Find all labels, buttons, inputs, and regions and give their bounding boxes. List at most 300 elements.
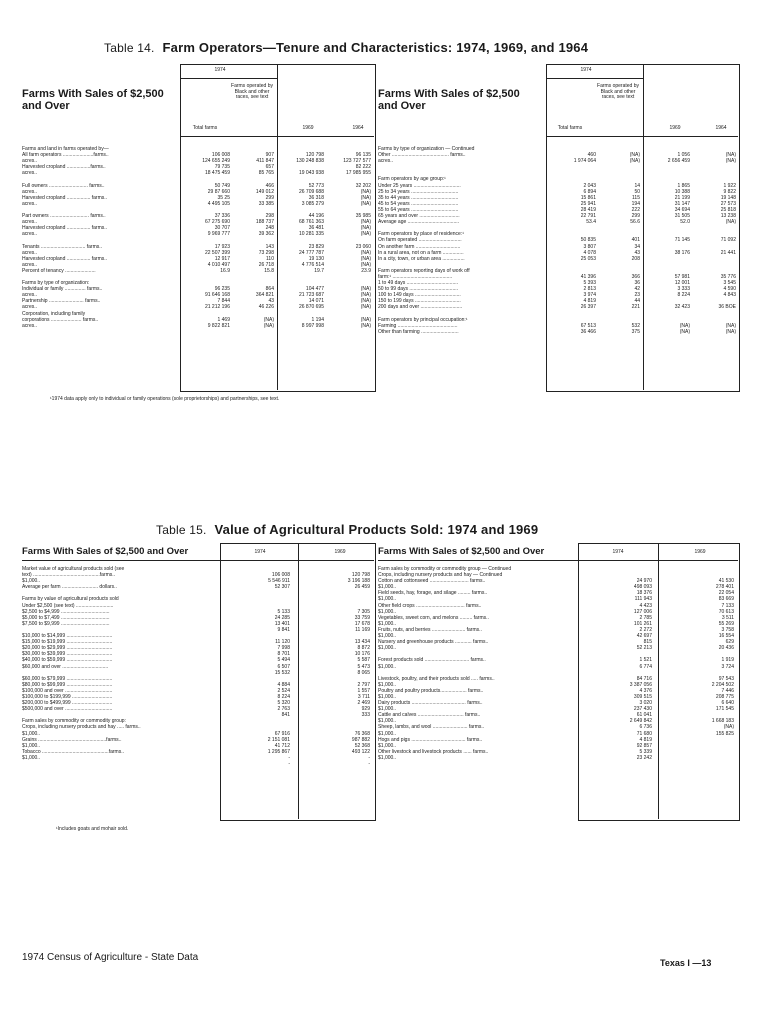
row-label: Full owners ............................ farms.. (22, 182, 105, 189)
cell-1974: - (288, 761, 290, 767)
row-label: Grains .................................................farms.. (22, 736, 122, 743)
cell-1969: 5 587 (357, 657, 370, 664)
table15-left-headline (22, 560, 374, 561)
cell-1969: 31 147 (674, 200, 690, 207)
cell-1969: 36 318 (308, 194, 324, 201)
cell-1969: 3 511 (721, 614, 734, 621)
cell-1969: 3 724 (721, 663, 734, 670)
cell-black: 194 (631, 200, 640, 207)
cell-total: 91 646 168 (204, 292, 230, 299)
cell-1969: 929 (361, 706, 370, 713)
table14-title (104, 40, 588, 55)
row-label: Other than farming ........................... (378, 328, 459, 335)
cell-1969: 629 (725, 639, 734, 646)
row-label: $1,000.. (378, 596, 397, 603)
cell-1964: 35 985 (355, 213, 371, 220)
cell-1969: 68 761 363 (298, 219, 324, 226)
cell-1969: 14 071 (308, 298, 324, 305)
cell-total: 67 275 690 (204, 219, 230, 226)
row-label: Cotton and cottonseed ............................ farms.. (378, 578, 486, 585)
cell-black: 46 226 (258, 304, 274, 311)
row-label: Vegetables, sweet corn, and melons ......... farms.. (378, 614, 489, 621)
cell-1969: 2 656 459 (667, 158, 690, 165)
cell-1969: 13 434 (354, 639, 370, 646)
cell-1964: 71 092 (720, 237, 736, 244)
row-label: $500,000 and over .................................. (22, 706, 113, 713)
row-label: Nursery and greenhouse products ............ farms.. (378, 639, 489, 646)
row-label: $1,000.. (22, 730, 41, 737)
cell-black: 364 821 (255, 292, 274, 299)
cell-1974: 101 261 (633, 620, 652, 627)
cell-1974: 24 970 (636, 578, 652, 585)
row-label: Partnership ......................... farms.. (22, 298, 101, 305)
cell-1974: 52 213 (636, 645, 652, 652)
cell-1964: (NA) (360, 292, 371, 299)
row-label: 45 to 54 years .................................. (378, 200, 459, 207)
row-label: Cattle and calves ................................. farms.. (378, 712, 481, 719)
row-label: Under $2,500 (see text) ........................... (22, 602, 114, 609)
cell-total: 21 212 196 (204, 304, 230, 311)
cell-black: 44 (634, 298, 640, 305)
cell-black: 188 737 (255, 219, 274, 226)
cell-total: 2 043 (583, 182, 596, 189)
cell-1974: 52 307 (274, 584, 290, 591)
cell-black: 26 718 (258, 261, 274, 268)
table14-left-col-1969: 1969 (302, 125, 314, 131)
table14-right-heading: Farms With Sales of $2,500 and Over (378, 88, 520, 112)
cell-1969: 1 557 (357, 687, 370, 694)
cell-1969 (660, 755, 734, 761)
row-label: $1,000.. (378, 718, 397, 725)
cell-1974: 127 006 (633, 608, 652, 615)
cell-1974: 1 521 (639, 657, 652, 664)
cell-black: 15.8 (264, 267, 274, 274)
cell-1969: 7 133 (721, 602, 734, 609)
cell-total: 36 466 (580, 328, 596, 335)
cell-1974: 8 224 (277, 693, 290, 700)
cell-total: 28 419 (580, 206, 596, 213)
table15-left-heading: Farms With Sales of $2,500 and Over (22, 546, 189, 557)
cell-total: 1 469 (217, 316, 230, 323)
cell-1974: 2 272 (639, 626, 652, 633)
row-label: Farms by type of organization — Continued (378, 146, 475, 152)
cell-1969: 41 530 (718, 578, 734, 585)
cell-1964: 4 843 (723, 292, 736, 299)
cell-1964: 36 BOE (718, 304, 736, 311)
cell-1974: 4 376 (639, 687, 652, 694)
cell-1964: (NA) (360, 322, 371, 329)
table14-right-col-black: Farms operated by Black and other races, see text (597, 83, 639, 101)
cell-1969: 52 773 (308, 182, 324, 189)
row-label: $1,000.. (378, 681, 397, 688)
row-label: acres.. (22, 292, 38, 299)
table15-left-col-1969: 1969 (334, 549, 346, 555)
cell-1974: 6 736 (639, 724, 652, 731)
row-label: Tobacco ................................................farms.. (22, 748, 124, 755)
cell-black: 864 (265, 286, 274, 293)
cell-1969: 208 775 (715, 693, 734, 700)
cell-1974: 9 841 (277, 626, 290, 633)
row-label: Harvested cropland ................. farms.. (22, 194, 108, 201)
cell-1969: 76 368 (354, 730, 370, 737)
row-label: Farms by value of agricultural products sold (22, 596, 119, 603)
cell-black: 56.6 (630, 219, 640, 226)
row-label: 200 days and over .............................. (378, 304, 463, 311)
row-label: $100,000 and over .................................. (22, 687, 113, 694)
cell-1964: 23 060 (355, 243, 371, 250)
cell-1974: 2 785 (639, 614, 652, 621)
cell-1969: 8 872 (357, 645, 370, 652)
row-label: On another farm ................................ (378, 243, 461, 250)
cell-1974: 4 884 (277, 681, 290, 688)
cell-1964: 123 727 577 (343, 158, 371, 165)
cell-1969: 17 678 (354, 620, 370, 627)
cell-1964: 3 545 (723, 280, 736, 287)
cell-total: 460 (587, 152, 596, 159)
table14-right-groupline (546, 78, 643, 79)
row-label: farm:¹ ........................................... (378, 273, 453, 280)
row-label: $40,000 to $59,999 ................................. (22, 657, 113, 664)
cell-black: 149 012 (255, 188, 274, 195)
cell-total: 25 941 (580, 200, 596, 207)
cell-1969: 20 436 (718, 645, 734, 652)
cell-black: 657 (265, 164, 274, 171)
cell-total: 17 923 (214, 243, 230, 250)
table14-right-1969-col (644, 146, 690, 341)
row-label: Crops, including nursery products and hay — Continued (378, 572, 503, 579)
cell-1969: 10 176 (354, 651, 370, 658)
cell-1969: 71 145 (674, 237, 690, 244)
row-label (378, 335, 544, 341)
row-label: acres.. (22, 322, 38, 329)
row-label: Harvested cropland ................. farms.. (22, 225, 108, 232)
cell-total: 9 969 777 (207, 231, 230, 238)
row-label: $1,000.. (378, 584, 397, 591)
row-label: $80,000 to $99,999 ................................. (22, 681, 113, 688)
cell-1964: 19 148 (720, 194, 736, 201)
cell-total: 22 507 399 (204, 249, 230, 256)
table14-left-headline (180, 136, 374, 137)
cell-1969: 12 001 (674, 280, 690, 287)
cell-1969: 104 477 (305, 286, 324, 293)
cell-1964: 96 135 (355, 152, 371, 159)
cell-1969: 97 543 (718, 675, 734, 682)
cell-total: 16.9 (220, 267, 230, 274)
cell-1969: 34 694 (674, 206, 690, 213)
cell-1969: 7 305 (357, 608, 370, 615)
cell-black: 23 (634, 292, 640, 299)
cell-1974: 4 423 (639, 602, 652, 609)
row-label: acres.. (22, 249, 38, 256)
row-label: Tenants ................................ farms.. (22, 243, 103, 250)
cell-total: 3 807 (583, 243, 596, 250)
cell-1964: (NA) (360, 225, 371, 232)
row-label: acres.. (22, 304, 38, 311)
table15-right-sep (658, 543, 659, 819)
cell-1974: 815 (643, 639, 652, 646)
table15-left-labels (22, 566, 218, 761)
table14-right-col-1964: 1964 (715, 125, 727, 131)
cell-1969: 493 122 (351, 748, 370, 755)
cell-1969: 21 723 687 (298, 292, 324, 299)
cell-total: 22 791 (580, 213, 596, 220)
cell-black: 411 847 (256, 158, 274, 165)
row-label: Harvested cropland ................. farms.. (22, 255, 108, 262)
cell-1964: (NA) (360, 304, 371, 311)
table15-number: Table 15. (156, 523, 207, 537)
row-label: Dairy products ....................................... farms.. (378, 700, 483, 707)
row-label: text) ................................................farms.. (22, 572, 116, 579)
cell-black: (NA) (629, 158, 640, 165)
row-label: Farm sales by commodity or commodity group — Continued (378, 566, 512, 572)
row-label: $20,000 to $29,999 ................................. (22, 645, 113, 652)
table14-left-total-col (180, 146, 230, 329)
row-label: 35 to 44 years .................................. (378, 194, 459, 201)
cell-1969: 2 204 502 (711, 681, 734, 688)
cell-1969: 4 776 514 (301, 261, 324, 268)
cell-1969: 19 043 938 (298, 170, 324, 177)
cell-1969: 16 554 (718, 633, 734, 640)
cell-1969: 23 829 (308, 243, 324, 250)
table15-title (156, 522, 538, 537)
cell-black: 532 (631, 322, 640, 329)
cell-1969: 8 065 (357, 669, 370, 676)
cell-1974: 2 151 081 (267, 736, 290, 743)
cell-1969: 987 882 (351, 736, 370, 743)
cell-total: 106 008 (211, 152, 230, 159)
cell-1969: 21 199 (674, 194, 690, 201)
cell-1974: 3 387 056 (629, 681, 652, 688)
table15-right-labels (378, 566, 576, 761)
cell-1974: 61 041 (636, 712, 652, 719)
cell-1969: (NA) (723, 724, 734, 731)
table14-left-col-total: Total farms (192, 125, 218, 131)
cell-total: 4 495 105 (207, 200, 230, 207)
cell-1969: 7 446 (721, 687, 734, 694)
row-label: Farm operators by place of residence:¹ (378, 231, 464, 238)
cell-total: 124 655 249 (202, 158, 230, 165)
cell-1969: 3 333 (677, 286, 690, 293)
cell-1969: 52.0 (680, 219, 690, 226)
cell-1969: 83 669 (718, 596, 734, 603)
cell-black: 248 (265, 225, 274, 232)
table14-right-1964-col (690, 146, 736, 341)
row-label: 65 years and over ............................. (378, 213, 460, 220)
row-label: Other field crops ................................... farms.. (378, 602, 482, 609)
cell-1964: (NA) (725, 152, 736, 159)
row-label: $5,000 to $7,499 ................................... (22, 614, 110, 621)
cell-1964 (690, 335, 736, 341)
table14-left-groupline (180, 78, 277, 79)
cell-1974: 5 320 (277, 700, 290, 707)
cell-1964: 1 922 (723, 182, 736, 189)
cell-1974: 15 532 (274, 669, 290, 676)
row-label: $1,000.. (378, 754, 397, 761)
cell-black: 221 (631, 304, 640, 311)
cell-1974: 11 120 (275, 639, 290, 646)
cell-1969 (644, 335, 690, 341)
cell-1974: 18 376 (636, 590, 652, 597)
row-label: In a rural area, not on a farm ............... (378, 249, 464, 256)
table14-right-group-1974: 1974 (580, 67, 592, 73)
cell-total: 2 813 (583, 286, 596, 293)
row-label: corporations ...................... farms.. (22, 316, 99, 323)
cell-1969: 5 473 (357, 663, 370, 670)
cell-black: 73 298 (258, 249, 274, 256)
row-label: Under 25 years .................................. (378, 182, 461, 189)
row-label: Average per farm .......................... dollars.. (22, 584, 117, 591)
cell-1964: (NA) (360, 255, 371, 262)
cell-1969: 171 545 (715, 706, 734, 713)
cell-total: 50 835 (580, 237, 596, 244)
row-label: $1,000.. (378, 608, 397, 615)
table15-right-headline (378, 560, 738, 561)
row-label: Harvested cropland .................farms.. (22, 164, 106, 171)
cell-1974: 2 524 (277, 687, 290, 694)
table14-number: Table 14. (104, 41, 155, 55)
cell-total: 6 894 (583, 188, 596, 195)
cell-1964: (NA) (360, 231, 371, 238)
row-label: 25 to 34 years .................................. (378, 188, 459, 195)
table14-left-1964-col (324, 146, 371, 329)
cell-1969: 55 269 (718, 620, 734, 627)
cell-1964: 17 985 955 (345, 170, 371, 177)
cell-1964: (NA) (360, 219, 371, 226)
cell-1969: (NA) (679, 322, 690, 329)
cell-1969: 120 798 (351, 572, 370, 579)
row-label: Other livestock and livestock products ...... farms.. (378, 748, 489, 755)
cell-1969: - (368, 761, 370, 767)
cell-1964: (NA) (360, 316, 371, 323)
cell-1969: 3 085 279 (301, 200, 324, 207)
row-label: acres.. (378, 158, 394, 165)
table14-left-labels (22, 146, 178, 329)
cell-1974: 42 697 (636, 633, 652, 640)
cell-1974: 6 507 (277, 663, 290, 670)
cell-1969: 70 613 (718, 608, 734, 615)
cell-1969: 22 054 (718, 590, 734, 597)
cell-1969: 3 758 (721, 626, 734, 633)
table15-left-sep (298, 543, 299, 819)
row-label: All farm operators ......................farms.. (22, 152, 109, 159)
cell-1974: 13 401 (274, 620, 290, 627)
cell-1974: 92 857 (636, 742, 652, 749)
cell-total: 96 235 (214, 286, 230, 293)
row-label: Percent of tenancy ...................... (22, 267, 96, 274)
cell-total: 4 078 (583, 249, 596, 256)
cell-black: 36 (634, 280, 640, 287)
cell-1974: - (288, 754, 290, 761)
row-label: $60,000 to $79,999 ................................. (22, 675, 113, 682)
cell-1964: (NA) (725, 328, 736, 335)
row-label: 1 to 49 days ..................................... (378, 280, 459, 287)
cell-1964: 27 573 (720, 200, 736, 207)
cell-total: 3 974 (583, 292, 596, 299)
cell-total: 1 974 064 (573, 158, 596, 165)
cell-1969: 24 777 787 (298, 249, 324, 256)
cell-1974: 6 774 (639, 663, 652, 670)
cell-black: 14 (634, 182, 640, 189)
cell-1969: 38 176 (674, 249, 690, 256)
cell-1974: 841 (281, 712, 290, 719)
cell-1964: (NA) (360, 298, 371, 305)
cell-black: 43 (634, 249, 640, 256)
cell-1969: 1 194 (311, 316, 324, 323)
row-label: $1,000.. (378, 633, 397, 640)
cell-1964: 4 590 (723, 286, 736, 293)
cell-1964: (NA) (725, 219, 736, 226)
table14-title-text: Farm Operators—Tenure and Characteristics: 1974, 1969, and 1964 (162, 40, 589, 55)
cell-black: 366 (631, 273, 640, 280)
table14-left-col-1964: 1964 (352, 125, 364, 131)
table15-right-heading: Farms With Sales of $2,500 and Over (378, 546, 545, 557)
row-label: Farm operators reporting days of work off (378, 267, 470, 274)
cell-total: 30 707 (214, 225, 230, 232)
row-label: 100 to 149 days ................................. (378, 292, 461, 299)
cell-1969: 8 997 998 (301, 322, 324, 329)
cell-1974: 8 701 (277, 651, 290, 658)
cell-1969: 26 709 688 (298, 188, 324, 195)
row-label: Sheep, lambs, and wool ......................... farms.. (378, 724, 485, 731)
cell-1974: 7 998 (277, 645, 290, 652)
table15-left-col-1974: 1974 (254, 549, 266, 555)
row-label: Farm operators by principal occupation:¹ (378, 316, 468, 323)
row-label: Farm operators by age group:¹ (378, 176, 446, 183)
row-label: Livestock, poultry, and their products sold ..... farms.. (378, 675, 495, 682)
cell-black: 34 (634, 243, 640, 250)
cell-1969: 10 281 335 (298, 231, 324, 238)
cell-1964: 32 202 (355, 182, 371, 189)
cell-1969: 333 (361, 712, 370, 719)
cell-1964: 82 222 (355, 164, 371, 171)
cell-total: 67 513 (580, 322, 596, 329)
row-label: Farm sales by commodity or commodity group: (22, 718, 126, 725)
cell-1974: 3 020 (639, 700, 652, 707)
cell-1964: (NA) (360, 194, 371, 201)
cell-1964: 21 441 (720, 249, 736, 256)
cell-black: 115 (632, 194, 640, 201)
row-label: 50 to 99 days ................................... (378, 286, 459, 293)
cell-1969: 19 130 (308, 255, 324, 262)
row-label: $30,000 to $39,999 ................................. (22, 651, 113, 658)
cell-1974: 309 515 (633, 693, 652, 700)
cell-1969: 1 865 (677, 182, 690, 189)
cell-black: 43 (268, 298, 274, 305)
cell-1974: 1 295 867 (267, 748, 290, 755)
cell-total: 26 397 (580, 304, 596, 311)
table14-left-heading: Farms With Sales of $2,500 and Over (22, 88, 164, 112)
row-label: 150 to 199 days ................................. (378, 298, 461, 305)
row-label: acres.. (22, 158, 38, 165)
cell-1969: (NA) (679, 328, 690, 335)
row-label: $1,000.. (22, 754, 41, 761)
row-label: Farming ........................................... (378, 322, 458, 329)
table15-right-col-1969: 1969 (694, 549, 706, 555)
table15-title-text: Value of Agricultural Products Sold: 1974 and 1969 (214, 522, 539, 537)
cell-total: 37 336 (214, 213, 230, 220)
row-label: Market value of agricultural products sold (see (22, 566, 125, 572)
table14-left-black-col (232, 146, 274, 329)
table15-footnote: ¹Includes goats and mohair sold. (56, 826, 129, 832)
cell-1969: 1 056 (677, 152, 690, 159)
cell-1969: 19.7 (314, 267, 324, 274)
cell-1969: 3 196 188 (347, 578, 370, 585)
cell-total: 9 822 821 (207, 322, 230, 329)
cell-total: 25 053 (580, 255, 596, 262)
row-label: acres.. (22, 261, 38, 268)
cell-1964: 23.9 (361, 267, 371, 274)
cell-1974: 5 546 911 (268, 578, 290, 585)
